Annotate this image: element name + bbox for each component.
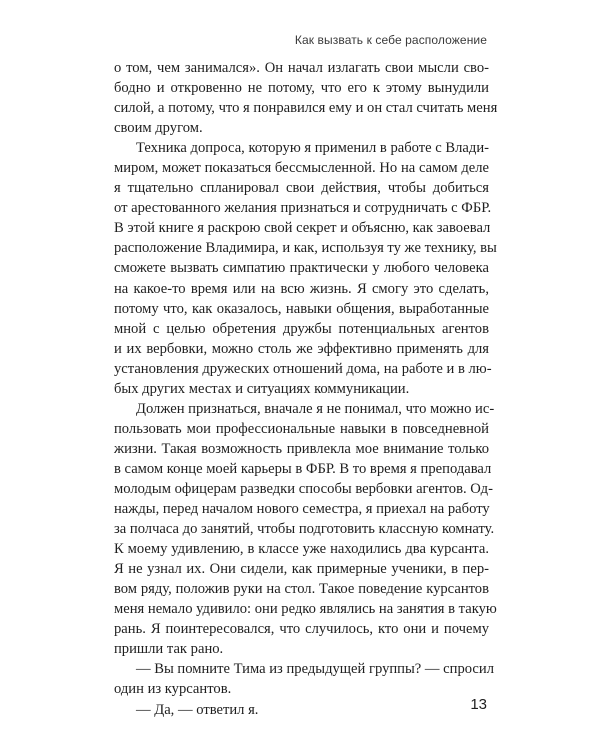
text-line: мной с целью обретения дружбы потенциальных агентов: [114, 320, 489, 337]
paragraph: [114, 58, 498, 138]
text-line: потому что, как оказалось, навыки общения, выработанные: [114, 300, 489, 317]
text-line: Техника допроса, которую я применил в работе с Влади-: [136, 140, 489, 157]
text-line: жизни. Такая возможность привлекла мое внимание только: [114, 440, 489, 457]
text-line: В этой книге я раскрою свой секрет и объясню, как завоевал: [114, 220, 491, 237]
text-line: — Вы помните Тима из предыдущей группы? — спросил: [136, 661, 494, 678]
text-line: бых других местах и ситуациях коммуникации.: [114, 380, 410, 397]
text-line: миром, может показаться бессмысленной. Но на самом деле: [114, 160, 489, 177]
text-line: молодым офицерам разведки способы вербовки агентов. Од-: [114, 480, 493, 497]
text-line: в самом конце моей карьеры в ФБР. В то время я преподавал: [114, 460, 492, 477]
text-line: я тщательно спланировал свои действия, чтобы добиться: [114, 180, 489, 197]
paragraph: [114, 659, 494, 699]
text-line: вом ряду, положив руки на стол. Такое поведение курсантов: [114, 581, 489, 598]
text-line: меня немало удивило: они редко являлись на занятия в такую: [114, 601, 497, 618]
text-line: Я не узнал их. Они сидели, как примерные ученики, в пер-: [114, 561, 489, 578]
paragraph: [114, 138, 497, 399]
body-text: [114, 58, 498, 720]
text-line: Должен признаться, вначале я не понимал, что можно ис-: [136, 400, 495, 417]
text-line: от арестованного желания признаться и сотрудничать с ФБР.: [114, 200, 492, 217]
page-number: 13: [470, 696, 487, 713]
text-line: за полчаса до занятий, чтобы подготовить классную комнату.: [114, 521, 495, 538]
text-line: своим другом.: [114, 120, 203, 137]
text-line: К моему удивлению, в классе уже находились два курсанта.: [114, 541, 489, 558]
text-line: сможете вызвать симпатию практически у любого человека: [114, 260, 489, 277]
running-header: Как вызвать к себе расположение: [294, 33, 487, 47]
text-line: расположение Владимира, и как, используя ту же технику, вы: [114, 240, 497, 257]
text-line: о том, чем занимался». Он начал излагать свои мысли сво-: [114, 60, 489, 76]
text-line: нажды, перед началом нового семестра, я приехал на работу: [114, 501, 490, 518]
text-line: силой, а потому, что я понравился ему и он стал считать меня: [114, 100, 498, 117]
text-line: бодно и откровенно не потому, что его к этому вынудили: [114, 80, 489, 97]
text-line: пользовать мои профессиональные навыки в повседневной: [114, 420, 489, 437]
text-line: пришли так рано.: [114, 641, 224, 658]
text-line: установления дружеских отношений дома, на работе и в лю-: [114, 360, 492, 377]
text-line: — Да, — ответил я.: [136, 701, 259, 718]
text-line: рань. Я поинтересовался, что случилось, кто они и почему: [114, 621, 489, 638]
text-line: и их вербовки, можно столь же эффективно применять для: [114, 340, 489, 357]
text-line: один из курсантов.: [114, 681, 232, 698]
paragraph: [114, 700, 489, 720]
paragraph: [114, 399, 497, 660]
text-line: на какое-то время или на всю жизнь. Я смогу это сделать,: [114, 280, 489, 297]
